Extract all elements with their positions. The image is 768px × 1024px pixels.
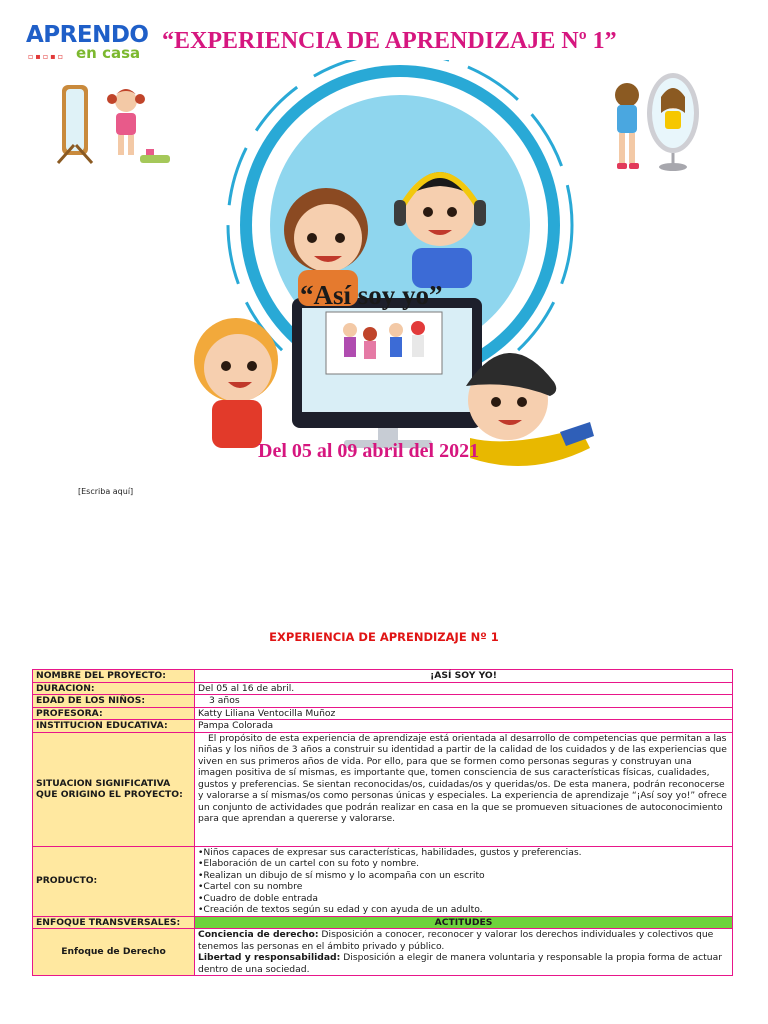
placeholder-text[interactable]: [Escriba aquí] [78, 487, 134, 496]
row-label: PROFESORA: [33, 707, 195, 720]
project-info-table [32, 669, 733, 976]
row-value: Pampa Colorada [195, 720, 733, 733]
actitudes-header: ACTITUDES [195, 916, 733, 929]
derecho-item1-text: Disposición a conocer, reconocer y valorar los derechos individuales y colectivos que tenemos las personas en el ámbito privado y público. [198, 929, 714, 952]
derecho-text [195, 929, 733, 976]
row-label: INSTITUCION EDUCATIVA: [33, 720, 195, 733]
table-row [33, 695, 733, 708]
situacion-text [195, 732, 733, 846]
row-label: SITUACION SIGNIFICATIVA QUE ORIGINO EL PROYECTO: [33, 732, 195, 846]
table-row [33, 707, 733, 720]
list-item: •Cuadro de doble entrada [198, 892, 318, 904]
row-label: DURACION: [33, 682, 195, 695]
derecho-item1-title: Conciencia de derecho: [198, 929, 319, 940]
section-title: EXPERIENCIA DE APRENDIZAJE Nº 1 [269, 630, 499, 644]
project-name-value: ¡ASÍ SOY YO! [195, 670, 733, 683]
producto-list [195, 846, 733, 916]
logo-line2: en casa [76, 44, 141, 62]
table-row [33, 682, 733, 695]
derecho-item2-title: Libertad y responsabilidad: [198, 952, 341, 963]
logo-dots: ▫▪▫▪▫ [28, 52, 66, 61]
enfoque-derecho-label: Enfoque de Derecho [33, 929, 195, 976]
table-row [33, 720, 733, 733]
table-row [33, 916, 733, 929]
table-row [33, 929, 733, 976]
logo-line1: APRENDO [26, 22, 149, 48]
row-value: Del 05 al 16 de abril. [195, 682, 733, 695]
page-title: “EXPERIENCIA DE APRENDIZAJE Nº 1” [162, 28, 617, 54]
table-row [33, 732, 733, 846]
row-label: ENFOQUE TRANSVERSALES: [33, 916, 195, 929]
list-item: •Elaboración de un cartel con su foto y nombre. [198, 858, 420, 869]
list-item: •Creación de textos según su edad y con ayuda de un adulto. [198, 904, 483, 915]
row-label: NOMBRE DEL PROYECTO: [33, 670, 195, 683]
table-row [33, 670, 733, 683]
list-item: •Cartel con su nombre [198, 881, 303, 892]
situacion-paragraph: El propósito de esta experiencia de aprendizaje está orientada al desarrollo de competencias que permitan a las niñas y los niños de 3 años a construir su identidad a partir de la calidad de los cuidados y de las experiencias que viven en sus primeros años de vida. Por ello, para que se formen como personas seguras y construyan una imagen positiva de sí mismas, es importante que, tomen consciencia de sus características físicas, cualidades, gustos y preferencias. Se sientan reconocidas/os, cuidadas/os y queridas/os. De esta manera, podrán reconocerse y valorarse a sí mismas/os como personas únicas y especiales. La experiencia de aprendizaje “¡Así soy yo!” ofrece un conjunto de actividades que podrán realizar en casa en la que se promueven situaciones de autoconocimiento para que aprendan a quererse y valorarse. [198, 732, 727, 824]
row-value: 3 años [195, 695, 733, 708]
derecho-item2-text: Disposición a elegir de manera voluntaria y responsable la propia forma de actuar dentro de una sociedad. [198, 952, 723, 975]
list-item: •Niños capaces de expresar sus características, habilidades, gustos y preferencias. [198, 846, 582, 858]
row-value: Katty Liliana Ventocilla Muñoz [195, 707, 733, 720]
table-row [33, 846, 733, 916]
row-label: EDAD DE LOS NIÑOS: [33, 695, 195, 708]
list-item: •Realizan un dibujo de sí mismo y lo acompaña con un escrito [198, 869, 485, 881]
row-label: PRODUCTO: [33, 846, 195, 916]
hero-title: “Así soy yo” [300, 280, 443, 310]
hero-date: Del 05 al 09 abril del 2021 [258, 440, 480, 462]
